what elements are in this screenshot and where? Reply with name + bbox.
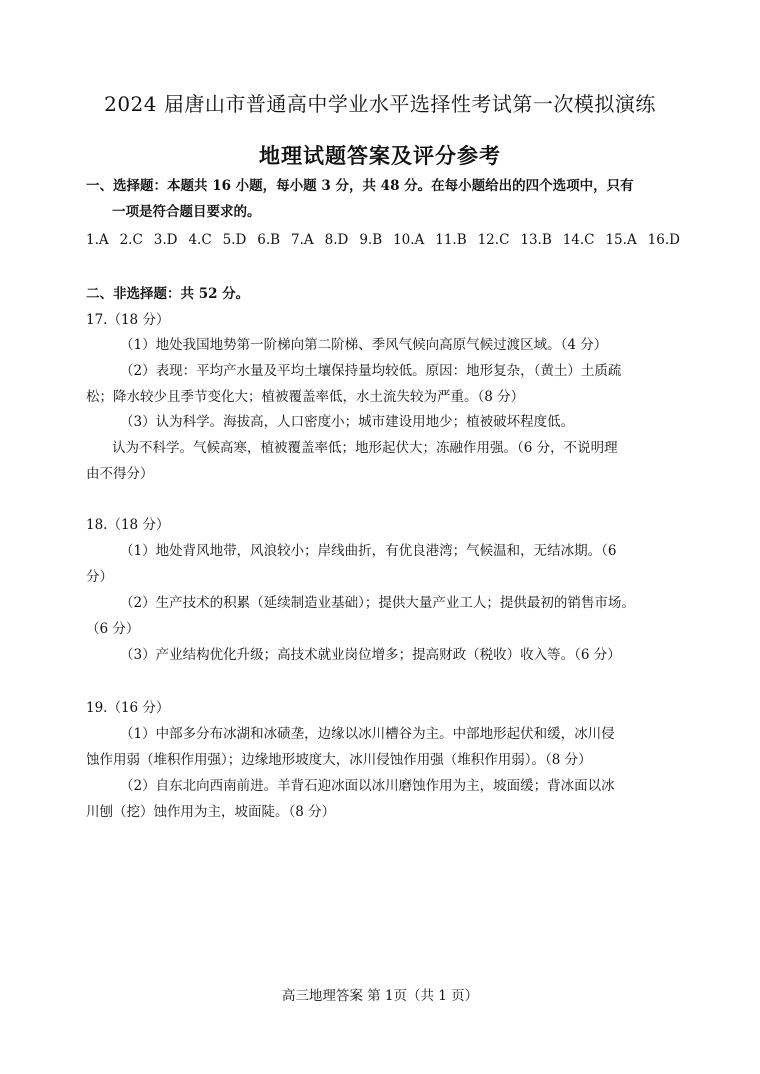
answer-item: 3.D	[153, 232, 178, 248]
q17-line: （2）表现：平均产水量及平均土壤保持量均较低。原因：地形复杂，（黄土）土质疏	[120, 363, 622, 379]
q19-label: 19.（16 分）	[86, 700, 170, 716]
q19-line: （1）中部多分布冰湖和冰碛垄，边缘以冰川槽谷为主。中部地形起伏和缓，冰川侵	[120, 726, 615, 742]
q18-line: （1）地处背风地带，风浪较小；岸线曲折，有优良港湾；气候温和，无结冰期。（6	[120, 543, 617, 559]
q18-line: （2）生产技术的积累（延续制造业基础）；提供大量产业工人；提供最初的销售市场。	[120, 595, 635, 611]
answer-item: 6.B	[257, 232, 281, 248]
answer-item: 14.C	[562, 232, 595, 248]
section1-heading-line2: 一项是符合题目要求的。	[112, 204, 261, 220]
answer-item: 16.D	[647, 232, 680, 248]
section1-heading-line1: 一、选择题：本题共 16 小题，每小题 3 分，共 48 分。在每小题给出的四个选项中，只有	[86, 178, 634, 194]
answer-item: 11.B	[435, 232, 467, 248]
answer-item: 15.A	[605, 232, 637, 248]
q18-line: （3）产业结构优化升级；高技术就业岗位增多；提高财政（税收）收入等。（6 分）	[120, 647, 621, 663]
q19-line: 川刨（挖）蚀作用为主，坡面陡。（8 分）	[86, 804, 336, 820]
answer-item: 13.B	[520, 232, 552, 248]
answer-item: 9.B	[359, 232, 383, 248]
q19-line: （2）自东北向西南前进。羊背石迎冰面以冰川磨蚀作用为主，坡面缓；背冰面以冰	[120, 778, 615, 794]
answer-item: 10.A	[393, 232, 425, 248]
answer-item: 2.C	[119, 232, 143, 248]
q18-line: （6 分）	[86, 621, 140, 637]
q17-line: 认为不科学。气候高寒，植被覆盖率低；地形起伏大；冻融作用强。（6 分，不说明理	[112, 440, 618, 456]
choice-answers-row	[86, 230, 680, 250]
answer-item: 12.C	[477, 232, 510, 248]
q17-label: 17.（18 分）	[86, 312, 170, 328]
page-footer: 高三地理答案 第 1页（共 1 页）	[281, 988, 479, 1004]
q17-line: （3）认为科学。海拔高，人口密度小；城市建设用地少；植被破坏程度低。	[120, 414, 575, 430]
q17-line: 由不得分）	[86, 466, 154, 482]
q18-line: 分）	[86, 569, 113, 585]
q19-line: 蚀作用弱（堆积作用强）；边缘地形坡度大，冰川侵蚀作用强（堆积作用弱）。（8 分）	[86, 752, 592, 768]
page-subtitle: 地理试题答案及评分参考	[259, 143, 501, 168]
q17-line: （1）地处我国地势第一阶梯向第二阶梯、季风气候向高原气候过渡区域。（4 分）	[120, 337, 608, 353]
answer-item: 7.A	[291, 232, 314, 248]
answer-item: 1.A	[86, 232, 109, 248]
q18-label: 18.（18 分）	[86, 517, 170, 533]
answer-item: 8.D	[324, 232, 349, 248]
section2-heading: 二、非选择题：共 52 分。	[86, 286, 250, 302]
answer-item: 5.D	[222, 232, 247, 248]
page-title: 2024 届唐山市普通高中学业水平选择性考试第一次模拟演练	[104, 92, 656, 116]
answer-item: 4.C	[188, 232, 212, 248]
q17-line: 松；降水较少且季节变化大；植被覆盖率低，水土流失较为严重。（8 分）	[86, 389, 525, 405]
